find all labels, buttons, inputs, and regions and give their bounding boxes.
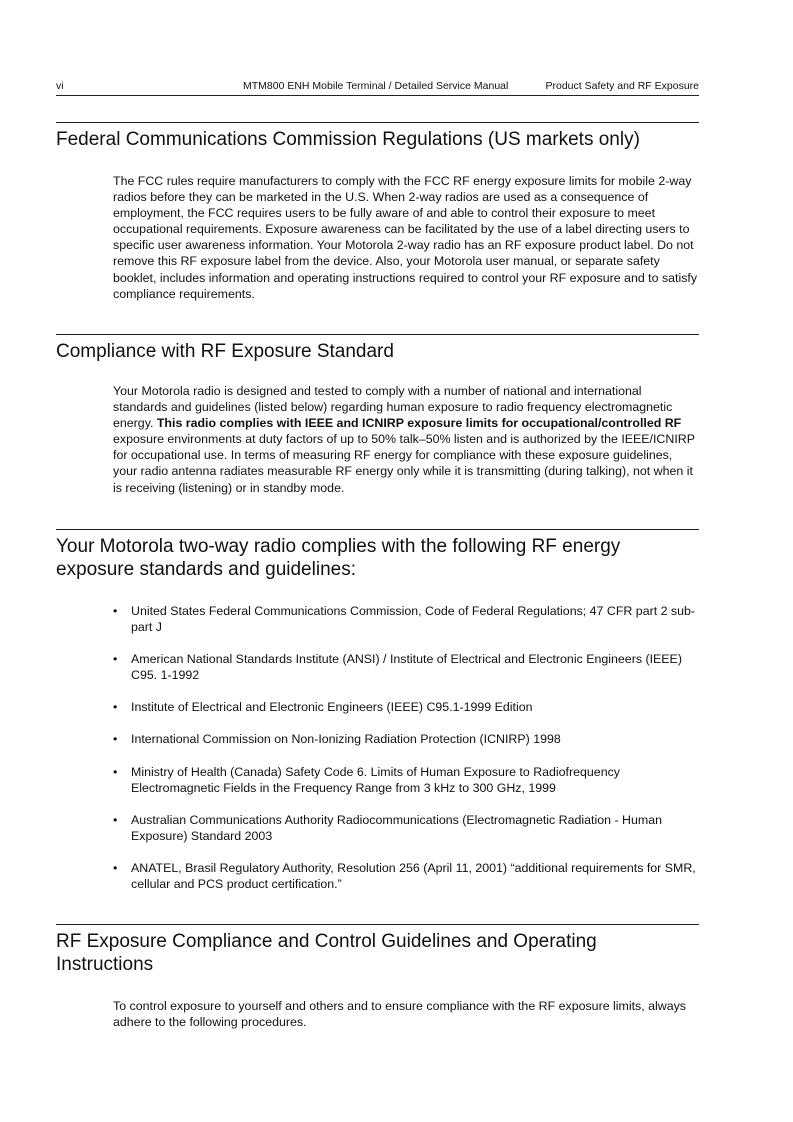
section-standards xyxy=(56,529,699,908)
list-item xyxy=(113,651,699,683)
list-item-text: ANATEL, Brasil Regulatory Authority, Resolution 256 (April 11, 2001) “additional requirements for SMR, cellular and PCS product certification.” xyxy=(131,860,696,892)
bullet-icon: • xyxy=(113,812,118,827)
guidelines-paragraph: To control exposure to yourself and others and to ensure compliance with the RF exposure limits, always adhere to the following procedures. xyxy=(113,999,687,1030)
compliance-paragraph xyxy=(56,383,699,496)
bullet-icon: • xyxy=(113,732,118,747)
bullet-icon: • xyxy=(113,652,118,667)
list-item-text: International Commission on Non-Ionizing Radiation Protection (ICNIRP) 1998 xyxy=(131,732,561,747)
list-item-text: American National Standards Institute (ANSI) / Institute of Electrical and Electronic Engineers (IEEE) C95. 1-1992 xyxy=(131,652,682,683)
list-item xyxy=(113,812,699,844)
bullet-icon: • xyxy=(113,860,118,875)
header-section-title: Product Safety and RF Exposure xyxy=(545,80,699,92)
compliance-text-intro: Your Motorola radio is designed and tested to comply with a number of national and international standards and guidelines (listed below) regarding human exposure to radio frequency electromagnetic energy. xyxy=(113,384,673,431)
section-divider xyxy=(56,334,699,335)
bullet-icon: • xyxy=(113,764,118,779)
list-item-text: United States Federal Communications Commission, Code of Federal Regulations; 47 CFR part 2 sub-part J xyxy=(131,604,696,635)
section-heading-guidelines: RF Exposure Compliance and Control Guidelines and Operating Instructions xyxy=(56,931,597,975)
bullet-icon: • xyxy=(113,700,118,715)
section-divider xyxy=(56,924,699,925)
manual-title: MTM800 ENH Mobile Terminal / Detailed Service Manual xyxy=(243,80,509,92)
section-divider xyxy=(56,122,699,123)
compliance-text-emphasis: This radio complies with IEEE and ICNIRP exposure limits for occupational/controlled RF xyxy=(156,416,682,431)
list-item-text: Australian Communications Authority Radiocommunications (Electromagnetic Radiation - Human Exposure) Standard 2003 xyxy=(131,812,662,843)
list-item xyxy=(113,603,699,635)
fcc-paragraph: The FCC rules require manufacturers to comply with the FCC RF energy exposure limits for mobile 2-way radios before they can be marketed in the U.S. When 2-way radios are used as a consequence of employment, the FCC requires users to be fully aware of and able to control their exposure to meet occupational requirements. Exposure awareness can be facilitated by the use of a label directing users to specific user awareness information. Your Motorola 2-way radio has an RF exposure product label. Do not remove this RF exposure label from the device. Also, your Motorola user manual, or separate safety booklet, includes information and operating instructions required to control your RF exposure and to satisfy compliance requirements. xyxy=(113,174,698,301)
list-item xyxy=(113,764,699,796)
section-heading-compliance: Compliance with RF Exposure Standard xyxy=(56,341,394,362)
page-number: vi xyxy=(56,80,64,92)
section-heading-fcc: Federal Communications Commission Regulations (US markets only) xyxy=(56,129,640,150)
standards-list xyxy=(56,603,699,892)
section-fcc xyxy=(56,122,699,302)
bullet-icon: • xyxy=(113,604,118,618)
list-item xyxy=(113,699,699,715)
section-heading-standards: Your Motorola two-way radio complies with the following RF energy exposure standards and guidelines: xyxy=(56,536,621,580)
list-item xyxy=(113,731,699,747)
compliance-text-rest: exposure environments at duty factors of up to 50% talk–50% listen and is authorized by the IEEE/ICNIRP for occupational use. In terms of measuring RF energy for compliance with these exposure guidelines, your radio antenna radiates measurable RF energy only while it is transmitting (during talking), not when it is receiving (listening) or in standby mode. xyxy=(113,432,695,495)
list-item-text: Ministry of Health (Canada) Safety Code 6. Limits of Human Exposure to Radiofrequency Electromagnetic Fields in the Frequency Range from 3 kHz to 300 GHz, 1999 xyxy=(131,764,620,795)
list-item-text: Institute of Electrical and Electronic Engineers (IEEE) C95.1-1999 Edition xyxy=(131,700,533,715)
list-item xyxy=(113,860,699,892)
running-header xyxy=(56,80,699,96)
section-compliance xyxy=(56,334,699,496)
section-divider xyxy=(56,529,699,530)
section-guidelines xyxy=(56,924,699,1030)
